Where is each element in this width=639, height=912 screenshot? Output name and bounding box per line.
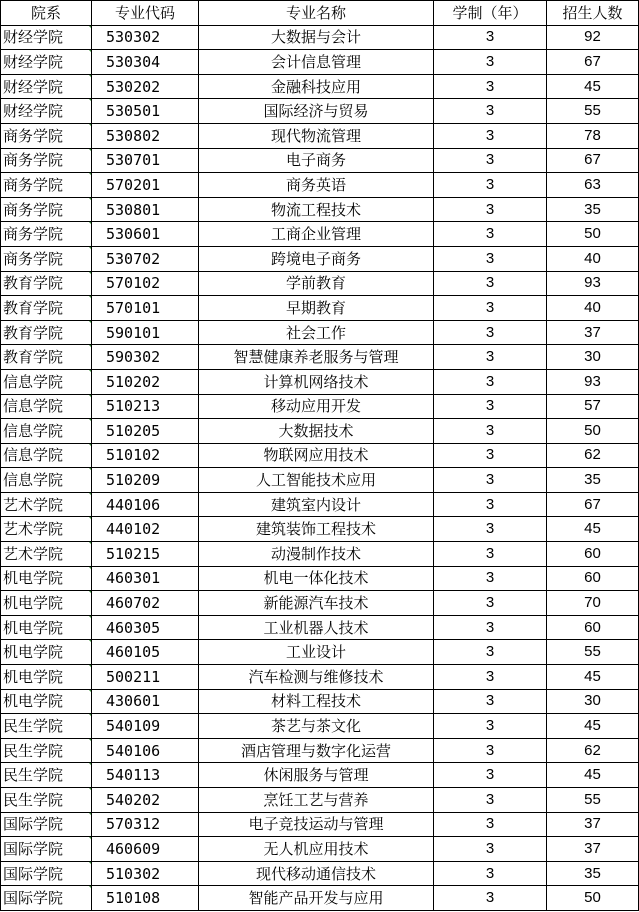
- count-cell: 45: [547, 714, 639, 739]
- dept-cell: 机电学院: [1, 615, 92, 640]
- code-cell: 570101: [92, 296, 199, 321]
- table-row: [1, 788, 639, 813]
- table-row: [1, 123, 639, 148]
- code-cell: 570102: [92, 271, 199, 296]
- major-name-cell: 跨境电子商务: [199, 246, 434, 271]
- count-cell: 93: [547, 369, 639, 394]
- cell-marker-icon: [89, 173, 92, 177]
- years-cell: 3: [434, 419, 547, 444]
- table-row: [1, 542, 639, 567]
- cell-marker-icon: [89, 99, 92, 103]
- cell-marker-icon: [89, 591, 92, 595]
- major-name-cell: 材料工程技术: [199, 689, 434, 714]
- dept-cell: 民生学院: [1, 788, 92, 813]
- years-cell: 3: [434, 886, 547, 911]
- dept-cell: 财经学院: [1, 74, 92, 99]
- cell-marker-icon: [89, 517, 92, 521]
- code-cell: 530304: [92, 50, 199, 75]
- years-cell: 3: [434, 689, 547, 714]
- table-row: [1, 492, 639, 517]
- major-name-cell: 建筑装饰工程技术: [199, 517, 434, 542]
- dept-cell: 国际学院: [1, 812, 92, 837]
- count-cell: 92: [547, 25, 639, 50]
- major-name-cell: 人工智能技术应用: [199, 468, 434, 493]
- dept-cell: 商务学院: [1, 123, 92, 148]
- cell-marker-icon: [89, 714, 92, 718]
- code-cell: 530202: [92, 74, 199, 99]
- count-cell: 45: [547, 763, 639, 788]
- years-cell: 3: [434, 812, 547, 837]
- table-row: [1, 419, 639, 444]
- years-cell: 3: [434, 197, 547, 222]
- major-name-cell: 无人机应用技术: [199, 837, 434, 862]
- dept-cell: 国际学院: [1, 886, 92, 911]
- table-row: [1, 197, 639, 222]
- code-cell: 510209: [92, 468, 199, 493]
- major-name-cell: 电子竞技运动与管理: [199, 812, 434, 837]
- years-cell: 3: [434, 345, 547, 370]
- major-name-cell: 工业机器人技术: [199, 615, 434, 640]
- cell-marker-icon: [89, 124, 92, 128]
- dept-cell: 信息学院: [1, 369, 92, 394]
- table-row: [1, 222, 639, 247]
- count-cell: 60: [547, 542, 639, 567]
- years-cell: 3: [434, 542, 547, 567]
- cell-marker-icon: [89, 665, 92, 669]
- major-name-cell: 社会工作: [199, 320, 434, 345]
- count-cell: 50: [547, 419, 639, 444]
- code-cell: 570312: [92, 812, 199, 837]
- major-name-cell: 智慧健康养老服务与管理: [199, 345, 434, 370]
- years-cell: 3: [434, 861, 547, 886]
- cell-marker-icon: [89, 886, 92, 890]
- major-name-cell: 会计信息管理: [199, 50, 434, 75]
- dept-cell: 机电学院: [1, 665, 92, 690]
- major-name-cell: 建筑室内设计: [199, 492, 434, 517]
- years-cell: 3: [434, 492, 547, 517]
- table-row: [1, 173, 639, 198]
- table-row: [1, 886, 639, 911]
- table-row: [1, 246, 639, 271]
- cell-marker-icon: [89, 444, 92, 448]
- dept-cell: 民生学院: [1, 738, 92, 763]
- count-cell: 30: [547, 689, 639, 714]
- years-cell: 3: [434, 788, 547, 813]
- code-cell: 440106: [92, 492, 199, 517]
- major-name-cell: 物联网应用技术: [199, 443, 434, 468]
- years-cell: 3: [434, 222, 547, 247]
- code-cell: 530701: [92, 148, 199, 173]
- count-cell: 62: [547, 738, 639, 763]
- code-cell: 510213: [92, 394, 199, 419]
- code-cell: 460702: [92, 591, 199, 616]
- years-cell: 3: [434, 271, 547, 296]
- table-row: [1, 369, 639, 394]
- major-name-cell: 智能产品开发与应用: [199, 886, 434, 911]
- cell-marker-icon: [89, 222, 92, 226]
- code-cell: 530801: [92, 197, 199, 222]
- major-name-cell: 汽车检测与维修技术: [199, 665, 434, 690]
- code-cell: 460305: [92, 615, 199, 640]
- cell-marker-icon: [89, 296, 92, 300]
- cell-marker-icon: [89, 50, 92, 54]
- code-cell: 570201: [92, 173, 199, 198]
- code-cell: 460105: [92, 640, 199, 665]
- years-cell: 3: [434, 665, 547, 690]
- cell-marker-icon: [89, 640, 92, 644]
- table-row: [1, 296, 639, 321]
- count-cell: 60: [547, 566, 639, 591]
- dept-cell: 商务学院: [1, 173, 92, 198]
- cell-marker-icon: [89, 395, 92, 399]
- dept-cell: 民生学院: [1, 763, 92, 788]
- code-cell: 510302: [92, 861, 199, 886]
- major-name-cell: 计算机网络技术: [199, 369, 434, 394]
- count-cell: 50: [547, 886, 639, 911]
- count-cell: 40: [547, 246, 639, 271]
- dept-cell: 机电学院: [1, 566, 92, 591]
- dept-cell: 教育学院: [1, 345, 92, 370]
- table-row: [1, 394, 639, 419]
- dept-cell: 艺术学院: [1, 492, 92, 517]
- table-row: [1, 50, 639, 75]
- code-cell: 510215: [92, 542, 199, 567]
- table-row: [1, 763, 639, 788]
- table-row: [1, 566, 639, 591]
- dept-cell: 商务学院: [1, 222, 92, 247]
- code-cell: 510202: [92, 369, 199, 394]
- years-cell: 3: [434, 148, 547, 173]
- dept-cell: 国际学院: [1, 861, 92, 886]
- count-cell: 40: [547, 296, 639, 321]
- dept-cell: 教育学院: [1, 296, 92, 321]
- count-cell: 30: [547, 345, 639, 370]
- dept-cell: 财经学院: [1, 99, 92, 124]
- years-cell: 3: [434, 394, 547, 419]
- count-cell: 50: [547, 222, 639, 247]
- cell-marker-icon: [89, 862, 92, 866]
- table-row: [1, 443, 639, 468]
- dept-cell: 信息学院: [1, 394, 92, 419]
- years-cell: 3: [434, 763, 547, 788]
- years-cell: 3: [434, 173, 547, 198]
- count-cell: 78: [547, 123, 639, 148]
- code-cell: 510205: [92, 419, 199, 444]
- cell-marker-icon: [89, 468, 92, 472]
- cell-marker-icon: [89, 567, 92, 571]
- years-cell: 3: [434, 246, 547, 271]
- cell-marker-icon: [89, 272, 92, 276]
- count-cell: 55: [547, 788, 639, 813]
- years-cell: 3: [434, 640, 547, 665]
- count-cell: 67: [547, 50, 639, 75]
- years-cell: 3: [434, 738, 547, 763]
- table-row: [1, 689, 639, 714]
- table-row: [1, 665, 639, 690]
- table-row: [1, 74, 639, 99]
- code-cell: 540202: [92, 788, 199, 813]
- major-name-cell: 现代移动通信技术: [199, 861, 434, 886]
- table-row: [1, 714, 639, 739]
- code-cell: 540106: [92, 738, 199, 763]
- major-name-cell: 酒店管理与数字化运营: [199, 738, 434, 763]
- table-row: [1, 468, 639, 493]
- dept-cell: 商务学院: [1, 197, 92, 222]
- years-cell: 3: [434, 714, 547, 739]
- years-cell: 3: [434, 25, 547, 50]
- table-row: [1, 517, 639, 542]
- major-name-cell: 工商企业管理: [199, 222, 434, 247]
- cell-marker-icon: [89, 837, 92, 841]
- code-cell: 530601: [92, 222, 199, 247]
- major-name-cell: 茶艺与茶文化: [199, 714, 434, 739]
- cell-marker-icon: [89, 419, 92, 423]
- count-cell: 35: [547, 197, 639, 222]
- years-cell: 3: [434, 296, 547, 321]
- count-cell: 63: [547, 173, 639, 198]
- code-cell: 530802: [92, 123, 199, 148]
- table-row: [1, 148, 639, 173]
- dept-cell: 国际学院: [1, 837, 92, 862]
- major-name-cell: 商务英语: [199, 173, 434, 198]
- count-cell: 62: [547, 443, 639, 468]
- major-name-cell: 大数据与会计: [199, 25, 434, 50]
- table-row: [1, 99, 639, 124]
- table-row: [1, 345, 639, 370]
- count-cell: 93: [547, 271, 639, 296]
- dept-cell: 艺术学院: [1, 517, 92, 542]
- count-cell: 37: [547, 837, 639, 862]
- code-cell: 530501: [92, 99, 199, 124]
- count-cell: 35: [547, 468, 639, 493]
- dept-cell: 教育学院: [1, 271, 92, 296]
- table-row: [1, 738, 639, 763]
- dept-cell: 艺术学院: [1, 542, 92, 567]
- years-cell: 3: [434, 74, 547, 99]
- header-count: 招生人数: [547, 1, 639, 26]
- code-cell: 500211: [92, 665, 199, 690]
- years-cell: 3: [434, 369, 547, 394]
- table-row: [1, 271, 639, 296]
- table-row: [1, 837, 639, 862]
- cell-marker-icon: [89, 75, 92, 79]
- major-name-cell: 国际经济与贸易: [199, 99, 434, 124]
- major-name-cell: 物流工程技术: [199, 197, 434, 222]
- dept-cell: 信息学院: [1, 419, 92, 444]
- code-cell: 530702: [92, 246, 199, 271]
- cell-marker-icon: [89, 198, 92, 202]
- years-cell: 3: [434, 99, 547, 124]
- cell-marker-icon: [89, 26, 92, 30]
- major-name-cell: 早期教育: [199, 296, 434, 321]
- table-row: [1, 320, 639, 345]
- major-name-cell: 大数据技术: [199, 419, 434, 444]
- cell-marker-icon: [89, 321, 92, 325]
- cell-marker-icon: [89, 542, 92, 546]
- years-cell: 3: [434, 837, 547, 862]
- cell-marker-icon: [89, 690, 92, 694]
- dept-cell: 信息学院: [1, 443, 92, 468]
- code-cell: 530302: [92, 25, 199, 50]
- years-cell: 3: [434, 566, 547, 591]
- table-row: [1, 861, 639, 886]
- dept-cell: 机电学院: [1, 640, 92, 665]
- cell-marker-icon: [89, 813, 92, 817]
- count-cell: 55: [547, 640, 639, 665]
- table-row: [1, 591, 639, 616]
- table-body: [1, 25, 639, 910]
- dept-cell: 民生学院: [1, 714, 92, 739]
- major-name-cell: 机电一体化技术: [199, 566, 434, 591]
- count-cell: 55: [547, 99, 639, 124]
- code-cell: 430601: [92, 689, 199, 714]
- major-name-cell: 学前教育: [199, 271, 434, 296]
- major-name-cell: 工业设计: [199, 640, 434, 665]
- table-row: [1, 615, 639, 640]
- years-cell: 3: [434, 468, 547, 493]
- cell-marker-icon: [89, 247, 92, 251]
- count-cell: 60: [547, 615, 639, 640]
- dept-cell: 机电学院: [1, 591, 92, 616]
- count-cell: 45: [547, 74, 639, 99]
- major-name-cell: 金融科技应用: [199, 74, 434, 99]
- cell-marker-icon: [89, 788, 92, 792]
- years-cell: 3: [434, 50, 547, 75]
- cell-marker-icon: [89, 616, 92, 620]
- code-cell: 440102: [92, 517, 199, 542]
- major-name-cell: 动漫制作技术: [199, 542, 434, 567]
- dept-cell: 商务学院: [1, 148, 92, 173]
- header-row: [1, 1, 639, 26]
- dept-cell: 信息学院: [1, 468, 92, 493]
- code-cell: 540109: [92, 714, 199, 739]
- dept-cell: 机电学院: [1, 689, 92, 714]
- cell-marker-icon: [89, 370, 92, 374]
- header-name: 专业名称: [199, 1, 434, 26]
- code-cell: 510108: [92, 886, 199, 911]
- header-code: 专业代码: [92, 1, 199, 26]
- major-name-cell: 新能源汽车技术: [199, 591, 434, 616]
- code-cell: 460301: [92, 566, 199, 591]
- count-cell: 37: [547, 812, 639, 837]
- count-cell: 45: [547, 517, 639, 542]
- major-name-cell: 电子商务: [199, 148, 434, 173]
- code-cell: 460609: [92, 837, 199, 862]
- cell-marker-icon: [89, 493, 92, 497]
- years-cell: 3: [434, 517, 547, 542]
- count-cell: 35: [547, 861, 639, 886]
- header-dept: 院系: [1, 1, 92, 26]
- count-cell: 67: [547, 492, 639, 517]
- dept-cell: 财经学院: [1, 50, 92, 75]
- major-name-cell: 移动应用开发: [199, 394, 434, 419]
- dept-cell: 商务学院: [1, 246, 92, 271]
- code-cell: 540113: [92, 763, 199, 788]
- table-row: [1, 812, 639, 837]
- count-cell: 70: [547, 591, 639, 616]
- dept-cell: 财经学院: [1, 25, 92, 50]
- cell-marker-icon: [89, 739, 92, 743]
- years-cell: 3: [434, 591, 547, 616]
- header-years: 学制（年）: [434, 1, 547, 26]
- years-cell: 3: [434, 615, 547, 640]
- major-name-cell: 烹饪工艺与营养: [199, 788, 434, 813]
- years-cell: 3: [434, 320, 547, 345]
- dept-cell: 教育学院: [1, 320, 92, 345]
- major-name-cell: 休闲服务与管理: [199, 763, 434, 788]
- cell-marker-icon: [89, 149, 92, 153]
- count-cell: 37: [547, 320, 639, 345]
- cell-marker-icon: [89, 763, 92, 767]
- years-cell: 3: [434, 443, 547, 468]
- count-cell: 67: [547, 148, 639, 173]
- table-row: [1, 640, 639, 665]
- code-cell: 590101: [92, 320, 199, 345]
- code-cell: 590302: [92, 345, 199, 370]
- count-cell: 45: [547, 665, 639, 690]
- count-cell: 57: [547, 394, 639, 419]
- cell-marker-icon: [89, 345, 92, 349]
- major-name-cell: 现代物流管理: [199, 123, 434, 148]
- years-cell: 3: [434, 123, 547, 148]
- code-cell: 510102: [92, 443, 199, 468]
- table-row: [1, 25, 639, 50]
